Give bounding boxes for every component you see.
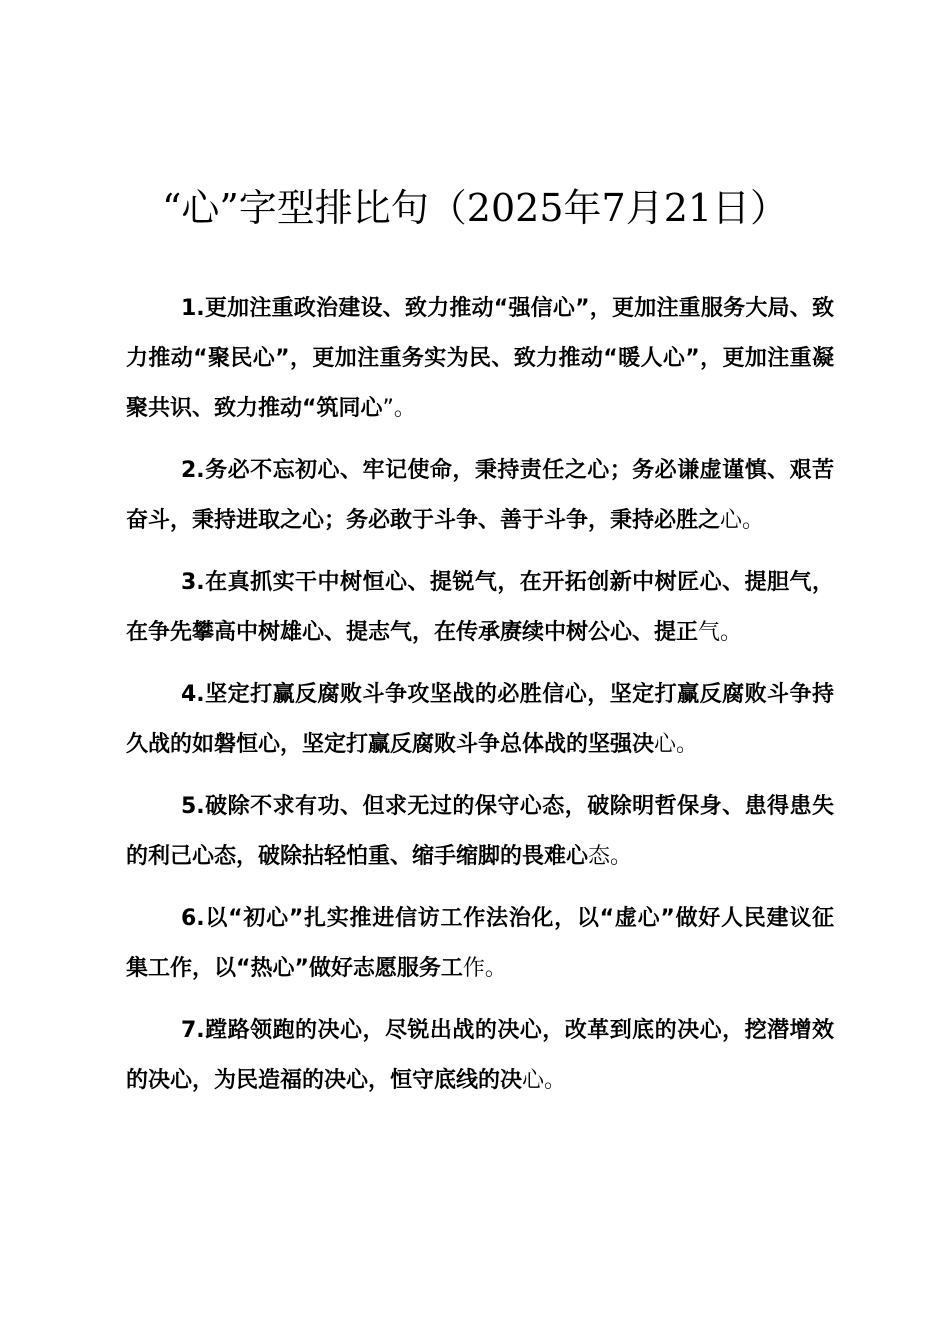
paragraph-2-text: 2.务必不忘初心、牢记使命，秉持责任之心；务必谦虚谨慎、艰苦奋斗，秉持进取之心；务必敢于斗争、善于斗争，秉持必胜之 bbox=[126, 458, 834, 533]
paragraph-5 bbox=[126, 782, 834, 882]
document-title: “心”字型排比句（2025年7月21日） bbox=[161, 186, 789, 230]
paragraph-1 bbox=[126, 284, 834, 434]
document-body bbox=[126, 284, 834, 1118]
paragraph-5-text: 5.破除不求有功、但求无过的保守心态，破除明哲保身、患得患失的利己心态，破除拈轻怕重、缩手缩脚的畏难心 bbox=[126, 794, 834, 869]
paragraph-6-tail: 作。 bbox=[462, 956, 507, 981]
paragraph-4-text: 4.坚定打赢反腐败斗争攻坚战的必胜信心，坚定打赢反腐败斗争持久战的如磐恒心，坚定打赢反腐败斗争总体战的坚强决 bbox=[126, 682, 834, 757]
paragraph-7 bbox=[126, 1006, 834, 1106]
paragraph-2 bbox=[126, 446, 834, 546]
paragraph-4-tail: 心。 bbox=[654, 732, 699, 757]
paragraph-4 bbox=[126, 670, 834, 770]
paragraph-7-text: 7.蹚路领跑的决心，尽锐出战的决心，改革到底的决心，挖潜增效的决心，为民造福的决心，恒守底线的决 bbox=[126, 1018, 834, 1093]
paragraph-1-text: 1.更加注重政治建设、致力推动“强信心”，更加注重服务大局、致力推动“聚民心”，更加注重务实为民、致力推动“暖人心”，更加注重凝聚共识、致力推动“筑同心 bbox=[126, 296, 834, 421]
paragraph-5-tail: 态。 bbox=[588, 844, 633, 869]
paragraph-3-text: 3.在真抓实干中树恒心、提锐气，在开拓创新中树匠心、提胆气，在争先攀高中树雄心、提志气，在传承赓续中树公心、提正 bbox=[126, 570, 834, 645]
paragraph-3-tail: 气。 bbox=[698, 620, 743, 645]
paragraph-1-tail: ”。 bbox=[382, 396, 416, 421]
paragraph-2-tail: 心。 bbox=[720, 508, 765, 533]
paragraph-6 bbox=[126, 894, 834, 994]
paragraph-3 bbox=[126, 558, 834, 658]
paragraph-6-text: 6.以“初心”扎实推进信访工作法治化，以“虚心”做好人民建议征集工作，以“热心”做好志愿服务工 bbox=[126, 906, 834, 981]
paragraph-7-tail: 心。 bbox=[522, 1068, 567, 1093]
